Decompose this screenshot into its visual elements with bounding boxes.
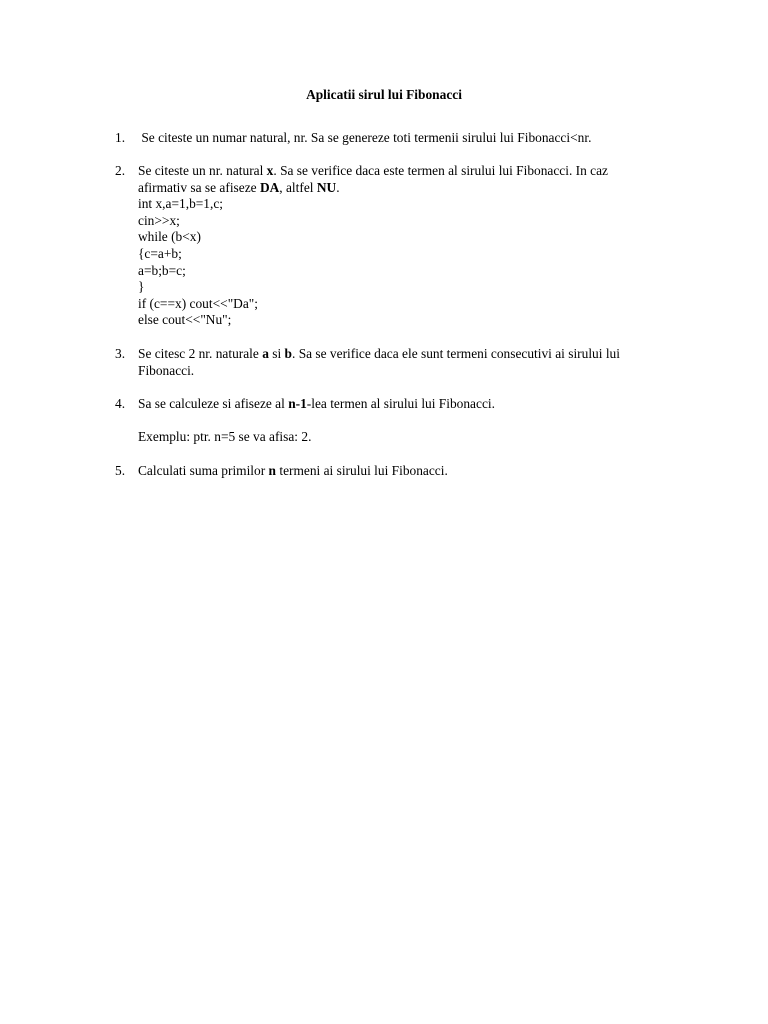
- text-fragment: termeni ai sirului lui Fibonacci.: [276, 463, 448, 478]
- code-line: {c=a+b;: [138, 245, 182, 261]
- bold-term: n: [268, 463, 276, 478]
- bold-term: DA: [259, 179, 280, 195]
- item-body: [138, 346, 668, 379]
- item-text-line: [138, 346, 668, 363]
- bold-term: NU: [316, 179, 337, 195]
- item-number: 1.: [115, 130, 126, 145]
- bold-term: n-1: [288, 396, 307, 411]
- bold-term: x: [266, 163, 274, 178]
- text-fragment: . Sa se verifice daca este termen al sirului lui Fibonacci. In caz: [273, 163, 609, 178]
- code-line: a=b;b=c;: [138, 262, 186, 278]
- item-text-line: [138, 396, 668, 413]
- item-text-line: [138, 180, 668, 197]
- text-fragment: Calculati suma primilor: [138, 463, 269, 478]
- spacer: [138, 413, 668, 430]
- item-text-line: [138, 163, 668, 180]
- item-number: 2.: [115, 163, 126, 178]
- text-fragment: .: [336, 179, 340, 195]
- item-text: Se citeste un numar natural, nr. Sa se genereze toti termenii sirului lui Fibonacci<nr.: [138, 130, 592, 145]
- code-line: while (b<x): [138, 229, 201, 245]
- text-fragment: -lea termen al sirului lui Fibonacci.: [306, 396, 495, 411]
- item-body: [138, 396, 668, 446]
- item-body: [138, 130, 668, 147]
- text-fragment: . Sa se verifice daca ele sunt termeni consecutivi ai sirului lui: [292, 346, 620, 361]
- bold-term: b: [284, 346, 292, 361]
- code-line: }: [138, 279, 145, 295]
- code-line: if (c==x) cout<<"Da";: [138, 295, 258, 311]
- item-number: 5.: [115, 463, 126, 478]
- code-line: int x,a=1,b=1,c;: [138, 196, 224, 212]
- text-fragment: Sa se calculeze si afiseze al: [138, 396, 289, 411]
- code-block: [138, 196, 668, 329]
- text-fragment: afirmativ sa se afiseze: [138, 179, 260, 195]
- text-fragment: si: [268, 346, 285, 361]
- code-line: else cout<<"Nu";: [138, 312, 232, 328]
- item-body: [138, 163, 668, 329]
- code-line: cin>>x;: [138, 212, 180, 228]
- item-text-line: Fibonacci.: [138, 362, 195, 378]
- bold-term: a: [262, 346, 269, 361]
- item-text-line: [138, 463, 668, 480]
- text-fragment: , altfel: [279, 179, 317, 195]
- example-text: Exemplu: ptr. n=5 se va afisa: 2.: [138, 429, 312, 445]
- document-title: Aplicatii sirul lui Fibonacci: [306, 87, 462, 102]
- text-fragment: Se citesc 2 nr. naturale: [138, 346, 263, 361]
- text-fragment: Se citeste un nr. natural: [138, 163, 267, 178]
- item-body: [138, 463, 668, 480]
- item-number: 3.: [115, 346, 126, 361]
- item-number: 4.: [115, 396, 126, 411]
